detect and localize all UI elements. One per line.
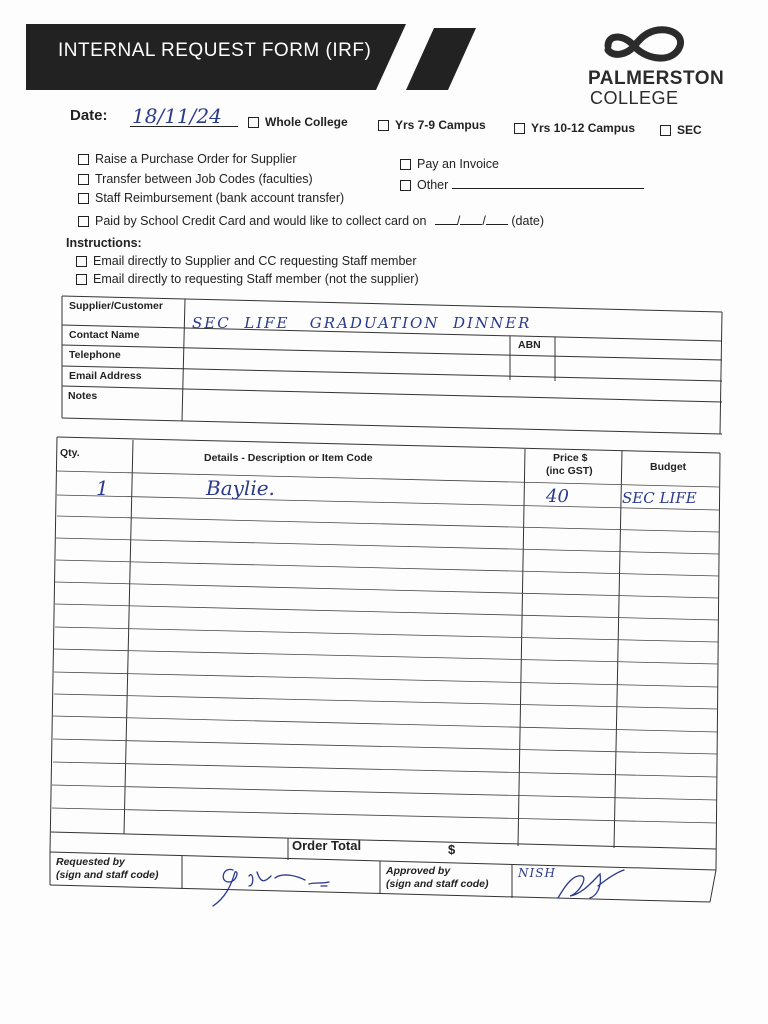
option-credit-card[interactable]: Paid by School Credit Card and would like to collect card on / / (date)	[78, 212, 544, 228]
approver-signature-icon[interactable]	[552, 864, 632, 904]
details-header: Details - Description or Item Code	[204, 452, 373, 464]
notes-label: Notes	[68, 390, 98, 402]
option-label: Email directly to requesting Staff member (not the supplier)	[93, 272, 419, 286]
email-address-label: Email Address	[69, 370, 142, 382]
instructions-heading: Instructions:	[66, 236, 142, 250]
telephone-label: Telephone	[69, 349, 121, 361]
approver-code[interactable]: NISH	[518, 866, 556, 880]
date-suffix: (date)	[511, 214, 545, 228]
approved-by-line1: Approved by	[386, 865, 451, 877]
budget-header: Budget	[650, 461, 687, 473]
item-details[interactable]: Baylie.	[206, 476, 275, 500]
item-budget[interactable]: SEC LIFE	[622, 489, 697, 507]
option-label: Yrs 7-9 Campus	[395, 118, 486, 132]
logo-subtitle: COLLEGE	[590, 88, 679, 108]
logo-name: PALMERSTON	[588, 68, 725, 89]
option-label: Transfer between Job Codes (faculties)	[95, 172, 313, 186]
date-value[interactable]: 18/11/24	[132, 104, 222, 128]
supplier-value[interactable]: SEC LIFE GRADUATION DINNER	[192, 314, 532, 332]
order-total-label: Order Total	[292, 838, 362, 853]
option-label: Other	[417, 178, 449, 192]
item-qty[interactable]: 1	[96, 476, 109, 500]
requester-signature-icon[interactable]	[205, 862, 345, 910]
item-row-lines	[52, 471, 719, 823]
option-label: Paid by School Credit Card and would like to collect card on	[95, 214, 427, 228]
price-header-line2: (inc GST)	[546, 465, 593, 477]
option-label: Pay an Invoice	[417, 157, 499, 171]
approved-by-label	[386, 865, 488, 891]
form-title: INTERNAL REQUEST FORM (IRF)	[58, 40, 372, 61]
order-total-currency: $	[448, 842, 456, 857]
option-label: Email directly to Supplier and CC requesting Staff member	[93, 254, 417, 268]
option-label: SEC	[677, 123, 702, 137]
requested-by-line2: (sign and staff code)	[56, 869, 159, 881]
date-label: Date:	[70, 107, 108, 124]
approved-by-line2: (sign and staff code)	[386, 878, 489, 890]
supplier-label: Supplier/Customer	[69, 300, 163, 312]
option-label: Yrs 10-12 Campus	[531, 121, 636, 135]
contact-name-label: Contact Name	[69, 329, 140, 341]
item-price[interactable]: 40	[546, 486, 569, 507]
price-header-line1: Price $	[553, 452, 588, 464]
requested-by-label	[56, 856, 158, 882]
requested-by-line1: Requested by	[56, 856, 125, 868]
qty-header: Qty.	[60, 447, 80, 459]
option-label: Staff Reimbursement (bank account transfer)	[95, 191, 345, 205]
option-label: Whole College	[265, 115, 348, 129]
option-label: Raise a Purchase Order for Supplier	[95, 152, 297, 166]
abn-label: ABN	[518, 339, 541, 351]
